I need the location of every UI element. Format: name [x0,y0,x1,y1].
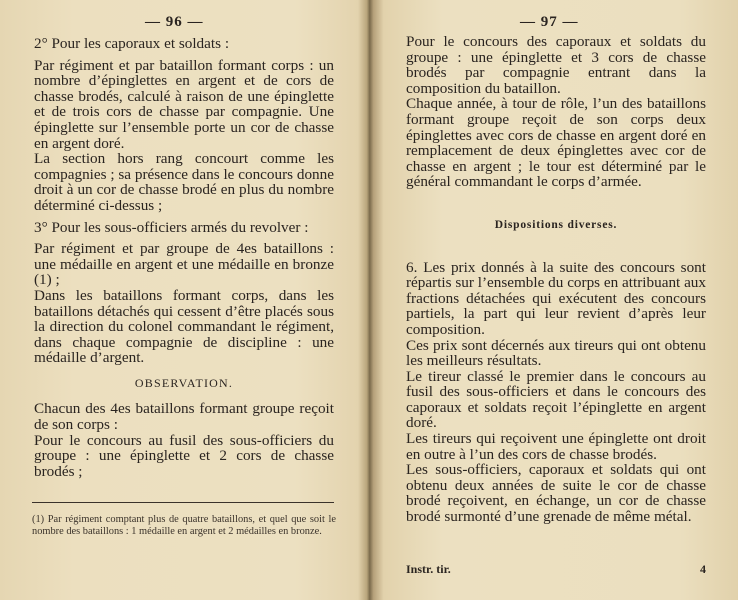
paragraph: La section hors rang concourt comme les compagnies ; sa présence dans le concours donne droit à un cor de chasse brodé en plus du nombre déterminé ci-dessus ; [34,150,334,214]
paragraph: Pour le concours au fusil des sous-officiers du groupe : une épinglette et 2 cors de chasse brodés ; [34,431,334,480]
paragraph: 6. Les prix donnés à la suite des concours sont répartis sur l’ensemble du corps en attribuant aux fractions détachées qui exécutent des concours partiels, la part qui leur revient d’après leur composition. [406,258,706,338]
footnote-rule [32,502,334,503]
paragraph: Le tireur classé le premier dans le concours au fusil des sous-officiers et dans le concours des caporaux et soldats reçoit l’épinglette en argent doré. [406,367,706,432]
page-number: — 96 — [145,14,204,30]
signature-line [406,562,706,577]
paragraph: Pour le concours des caporaux et soldats du groupe : une épinglette et 3 cors de chasse brodés par compagnie entrant dans la composition du bataillon. [406,33,706,97]
signature-number: 4 [700,562,706,576]
page-number: — 97 — [520,14,579,30]
section-heading: Dispositions diverses. [494,218,618,231]
paragraph: Chaque année, à tour de rôle, l’un des bataillons formant groupe reçoit de son corps deux épinglettes avec cors de chasse en argent doré en remplacement de deux épinglettes avec cor de chasse en argent ; le tour est déterminé par le général commandant le corps d’armée. [406,95,706,191]
left-page [0,0,368,600]
footnote: (1) Par régiment comptant plus de quatre bataillons, et quel que soit le nombre des bataillons : 1 médaille en argent et 2 médailles en bronze. [32,514,336,538]
paragraph: Par régiment et par groupe de 4es bataillons : une médaille en argent et une médaille en bronze (1) ; [34,240,334,289]
paragraph: Chacun des 4es bataillons formant groupe reçoit de son corps : [34,400,334,434]
page-body [406,34,706,525]
paragraph: Ces prix sont décernés aux tireurs qui ont obtenu les meilleurs résultats. [406,336,706,370]
paragraph: Par régiment et par bataillon formant corps : un nombre d’épinglettes en argent et de cors de chasse brodés, calculé à raison de une épinglette et de trois cors de chasse par compagnie. Une épinglette sur l’ensemble porte un cor de chasse en argent doré. [34,56,334,152]
observation-heading: OBSERVATION. [134,375,234,390]
signature-mark: Instr. tir. [406,562,451,576]
paragraph: Dans les bataillons formant corps, dans les bataillons détachés qui cessent d’être placés sous la direction du colonel commandant le régiment, dans chaque compagnie de discipline : une médaille d’argent. [34,286,334,367]
paragraph: Les sous-officiers, caporaux et soldats qui ont obtenu deux années de suite le cor de chasse brodé reçoivent, en échange, un cor de chasse brodé surmonté d’une grenade de même métal. [406,461,706,526]
page-body [34,36,334,479]
paragraph: 2° Pour les caporaux et soldats : [34,35,230,52]
paragraph: 3° Pour les sous-officiers armés du revolver : [34,218,309,236]
paragraph: Les tireurs qui reçoivent une épinglette ont droit en outre à l’un des cors de chasse brodés. [406,430,706,463]
right-page [372,0,738,600]
